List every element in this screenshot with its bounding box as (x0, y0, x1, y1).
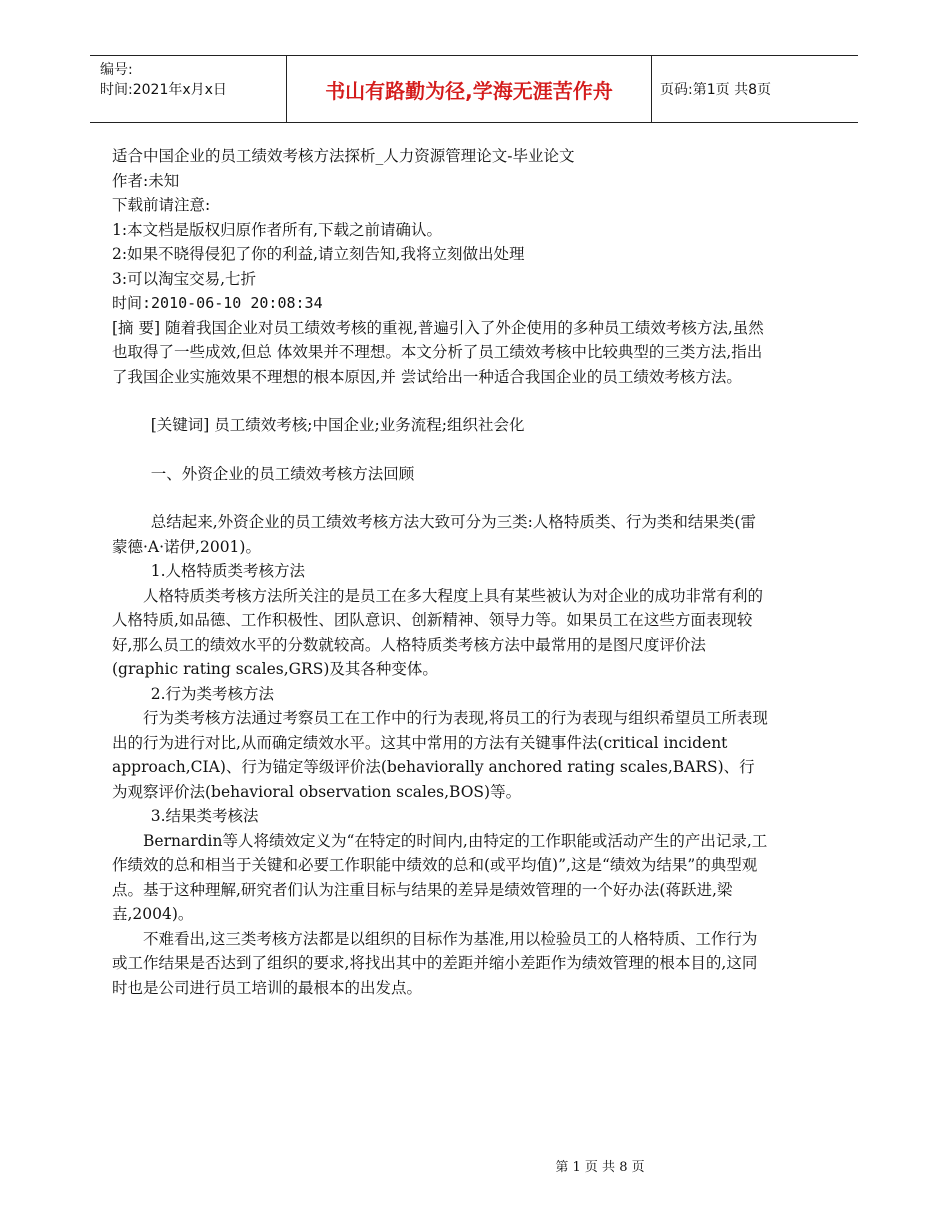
page-footer: 第 1 页 共 8 页 (555, 1160, 645, 1175)
header-page-info: 页码:第1页 共8页 (660, 82, 771, 98)
keywords: [关键词] 员工绩效考核;中国企业;业务流程;组织社会化 (150, 416, 525, 434)
time-label: 时间:2021年x月x日 (100, 82, 227, 98)
notice-heading: 下载前请注意: (112, 196, 211, 214)
subheading-2: 2.行为类考核方法 (150, 684, 275, 703)
subheading-3: 3.结果类考核法 (150, 807, 259, 825)
paragraph-3: Bernardin等人将绩效定义为“在特定的时间内,由特定的工作职能或活动产生的产出记录,工作绩效的总和相当于关键和必要工作职能中绩效的总和(或平均值)”,这是“绩效为结果”的典型观点。基于这种理解,研究者们认为注重目标与结果的差异是绩效管理的一个好办法(蒋跃进,梁壵,2004)。 (112, 831, 768, 923)
abstract: [摘 要] 随着我国企业对员工绩效考核的重视,普遍引入了外企使用的多种员工绩效考核方法,虽然也取得了一些成效,但总 体效果并不理想。本文分析了员工绩效考核中比较典型的三类方法,指出了我国企业实施效果不理想的根本原因,并 尝试给出一种适合我国企业的员工绩效考核方法。 (112, 318, 764, 386)
number-label: 编号: (100, 62, 133, 78)
paragraph-2: 行为类考核方法通过考察员工在工作中的行为表现,将员工的行为表现与组织希望员工所表现出的行为进行对比,从而确定绩效水平。这其中常用的方法有关键事件法(critical incident approach,CIA)、行为锚定等级评价法(behaviorally anchored rating scales,BARS)、行为观察评价法(behavioral observation scales,BOS)等。 (112, 709, 768, 801)
section-heading-1: 一、外资企业的员工绩效考核方法回顾 (150, 464, 415, 483)
doc-author: 作者:未知 (112, 171, 180, 190)
paragraph-4: 不难看出,这三类考核方法都是以组织的目标作为基准,用以检验员工的人格特质、工作行为或工作结果是否达到了组织的要求,将找出其中的差距并缩小差距作为绩效管理的根本目的,这同时也是公司进行员工培训的最根本的出发点。 (112, 929, 758, 997)
notice-2: 2:如果不晓得侵犯了你的利益,请立刻告知,我将立刻做出处理 (112, 245, 525, 263)
header-left (100, 60, 227, 100)
doc-title: 适合中国企业的员工绩效考核方法探析_人力资源管理论文-毕业论文 (112, 147, 575, 165)
subheading-1: 1.人格特质类考核方法 (150, 562, 306, 580)
paragraph-1: 人格特质类考核方法所关注的是员工在多大程度上具有某些被认为对企业的成功非常有利的人格特质,如品德、工作积极性、团队意识、创新精神、领导力等。如果员工在这些方面表现较好,那么员工的绩效水平的分数就较高。人格特质类考核方法中最常用的是图尺度评价法(graphic rating scales,GRS)及其各种变体。 (112, 586, 764, 678)
notice-3: 3:可以淘宝交易,七折 (112, 269, 257, 288)
notice-1: 1:本文档是版权归原作者所有,下载之前请确认。 (112, 220, 443, 239)
document-body (112, 144, 768, 1000)
page-header (90, 55, 858, 123)
header-motto: 书山有路勤为径,学海无涯苦作舟 (286, 56, 652, 122)
summary-paragraph: 总结起来,外资企业的员工绩效考核方法大致可分为三类:人格特质类、行为类和结果类(雷蒙德·A·诺伊,2001)。 (112, 513, 756, 556)
doc-time: 时间:2010-06-10 20:08:34 (112, 294, 323, 312)
